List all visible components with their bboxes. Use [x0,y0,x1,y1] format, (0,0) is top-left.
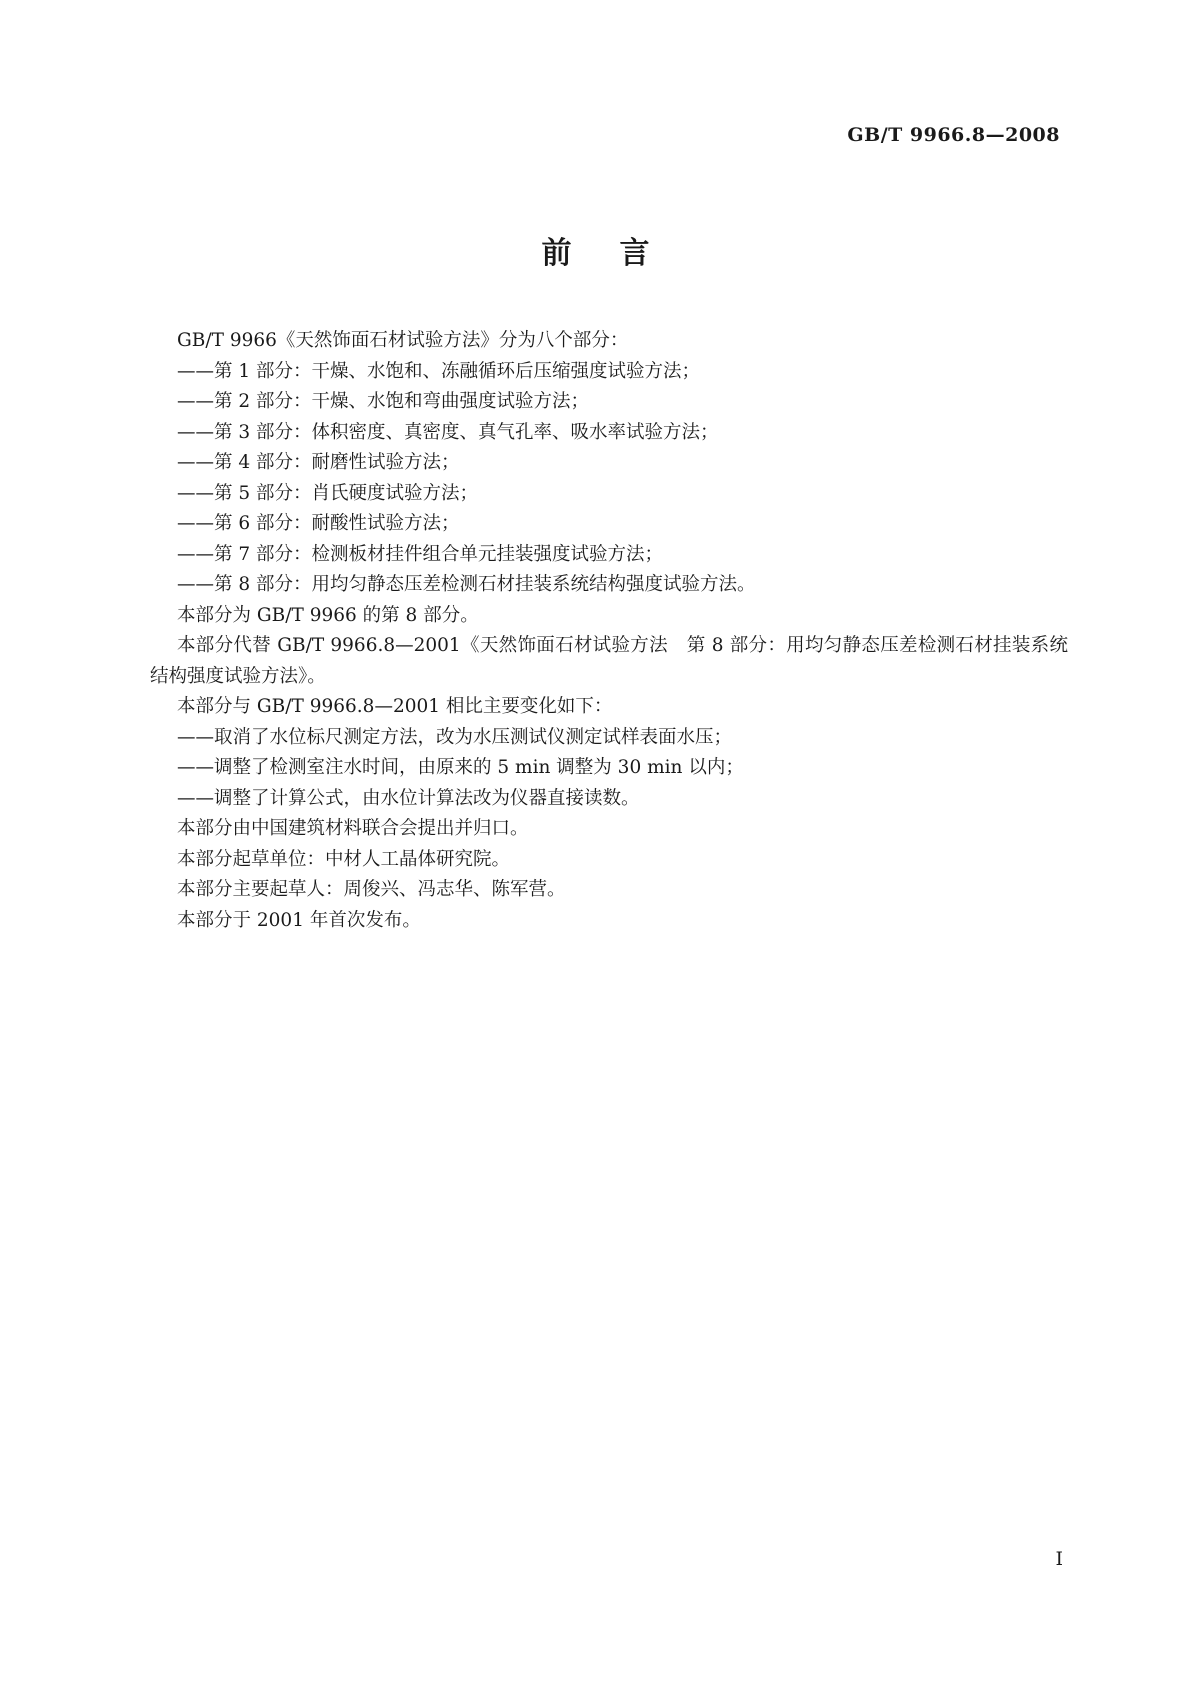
page-title-char-2: 言 [619,236,650,271]
page-title [0,228,1191,272]
proposed-by-paragraph: 本部分由中国建筑材料联合会提出并归口。 [177,818,529,839]
part-item-7: ——第 7 部分：检测板材挂件组合单元挂装强度试验方法； [177,543,664,565]
standard-number: GB/T 9966.8—2008 [847,124,1060,146]
change-item-1: ——取消了水位标尺测定方法，改为水压测试仪测定试样表面水压； [177,726,733,748]
changes-intro-paragraph: 本部分与 GB/T 9966.8—2001 相比主要变化如下： [177,696,613,717]
page-number: I [1055,1548,1063,1570]
part-item-2: ——第 2 部分：干燥、水饱和弯曲强度试验方法； [177,391,590,412]
drafters-paragraph: 本部分主要起草人：周俊兴、冯志华、陈军营。 [177,879,566,900]
replaces-paragraph: 本部分代替 GB/T 9966.8—2001《天然饰面石材试验方法 第 8 部分：用均匀静态压差检测石材挂装系统结构强度试验方法》。 [150,635,1068,687]
first-issued-paragraph: 本部分于 2001 年首次发布。 [177,909,421,931]
drafting-unit-paragraph: 本部分起草单位：中材人工晶体研究院。 [177,848,511,870]
part-of-paragraph: 本部分为 GB/T 9966 的第 8 部分。 [177,604,479,626]
foreword-body [150,326,1068,936]
part-item-8: ——第 8 部分：用均匀静态压差检测石材挂装系统结构强度试验方法。 [177,574,756,595]
intro-paragraph: GB/T 9966《天然饰面石材试验方法》分为八个部分： [177,330,629,351]
page-title-char-1: 前 [541,236,572,271]
part-item-4: ——第 4 部分：耐磨性试验方法； [177,452,460,473]
part-item-1: ——第 1 部分：干燥、水饱和、冻融循环后压缩强度试验方法； [177,360,701,382]
part-item-5: ——第 5 部分：肖氏硬度试验方法； [177,482,479,504]
part-item-3: ——第 3 部分：体积密度、真密度、真气孔率、吸水率试验方法； [177,421,719,443]
change-item-2: ——调整了检测室注水时间，由原来的 5 min 调整为 30 min 以内； [177,757,744,778]
part-item-6: ——第 6 部分：耐酸性试验方法； [177,513,460,534]
change-item-3: ——调整了计算公式，由水位计算法改为仪器直接读数。 [177,787,640,809]
